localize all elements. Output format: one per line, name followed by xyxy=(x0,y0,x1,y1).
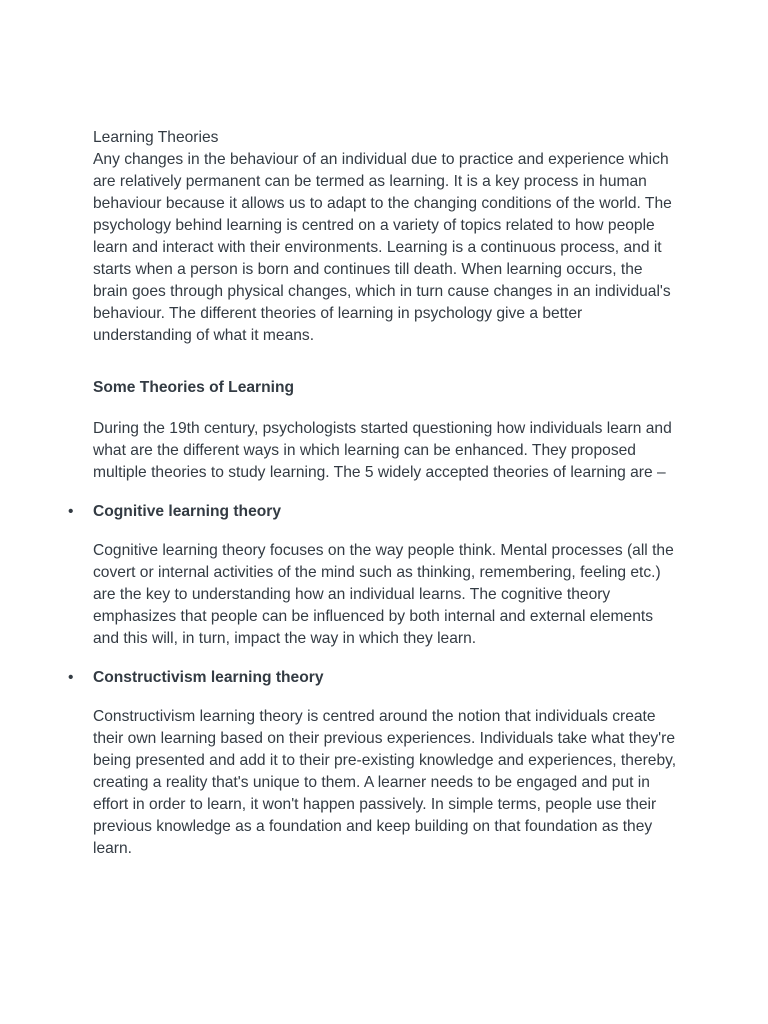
bullet-item-cognitive xyxy=(68,501,678,523)
bullet-icon: • xyxy=(68,503,74,520)
theory-name: Cognitive learning theory xyxy=(93,503,282,520)
theory-name: Constructivism learning theory xyxy=(93,669,324,686)
document-page xyxy=(68,127,678,877)
document-title: Learning Theories xyxy=(93,129,219,146)
theory-description: Cognitive learning theory focuses on the way people think. Mental processes (all the covert or internal activities of the mind such as thinking, remembering, feeling etc.) are the key to understanding how an individual learns. The cognitive theory emphasizes that people can be influenced by both internal and external elements and this will, in turn, impact the way in which they learn. xyxy=(93,542,674,647)
bullet-icon: • xyxy=(68,669,74,686)
theory-description: Constructivism learning theory is centred around the notion that individuals create their own learning based on their previous experiences. Individuals take what they're being presented and add it to their pre-existing knowledge and experiences, thereby, creating a reality that's unique to them. A learner needs to be engaged and put in effort in order to learn, it won't happen passively. In simple terms, people use their previous knowledge as a foundation and keep building on that foundation as they learn. xyxy=(93,708,677,857)
section-heading: Some Theories of Learning xyxy=(93,379,295,396)
section-intro-paragraph: During the 19th century, psychologists started questioning how individuals learn and what are the different ways in which learning can be enhanced. They proposed multiple theories to study learning. The 5 widely accepted theories of learning are – xyxy=(93,420,672,481)
intro-paragraph: Any changes in the behaviour of an individual due to practice and experience which are relatively permanent can be termed as learning. It is a key process in human behaviour because it allows us to adapt to the changing conditions of the world. The psychology behind learning is centred on a variety of topics related to how people learn and interact with their environments. Learning is a continuous process, and it starts when a person is born and continues till death. When learning occurs, the brain goes through physical changes, which in turn cause changes in an individual's behaviour. The different theories of learning in psychology give a better understanding of what it means. xyxy=(93,151,672,344)
bullet-item-constructivism xyxy=(68,667,678,689)
